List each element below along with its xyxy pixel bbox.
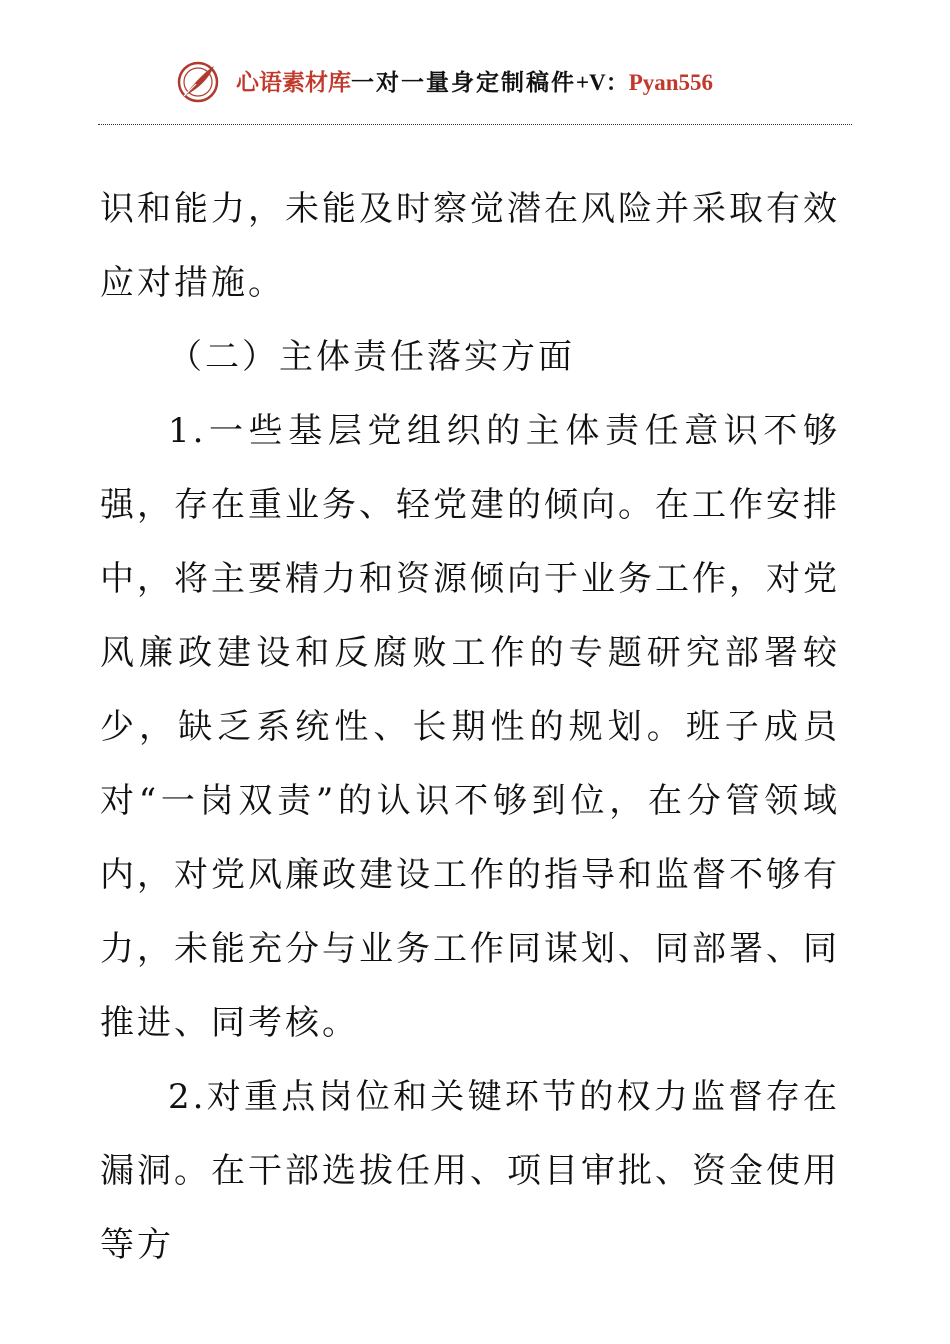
- quill-pen-logo-icon: [176, 60, 220, 104]
- contact-prefix: +V：: [576, 70, 629, 95]
- section-heading: （二）主体责任落实方面: [168, 337, 575, 377]
- document-body: [100, 172, 840, 1282]
- header-divider: [98, 124, 852, 125]
- paragraph-continuation: 识和能力，未能及时察觉潜在风险并采取有效应对措施。: [100, 189, 840, 303]
- header-text: [236, 68, 713, 98]
- wechat-id: Pyan556: [628, 70, 714, 95]
- paragraph-item-1: 1.一些基层党组织的主体责任意识不够强，存在重业务、轻党建的倾向。在工作安排中，将主要精力和资源倾向于业务工作，对党风廉政建设和反腐败工作的专题研究部署较少，缺乏系统性、长期性的规划。班子成员对“一岗双责”的认识不够到位，在分管领域内，对党风廉政建设工作的指导和监督不够有力，未能充分与业务工作同谋划、同部署、同推进、同考核。: [100, 411, 840, 1043]
- brand-name: 心语素材库: [236, 69, 351, 96]
- header-slogan: 一对一量身定制稿件: [351, 69, 576, 96]
- page-header: [0, 52, 950, 112]
- paragraph-item-2: 2.对重点岗位和关键环节的权力监督存在漏洞。在干部选拔任用、项目审批、资金使用等方: [100, 1077, 840, 1265]
